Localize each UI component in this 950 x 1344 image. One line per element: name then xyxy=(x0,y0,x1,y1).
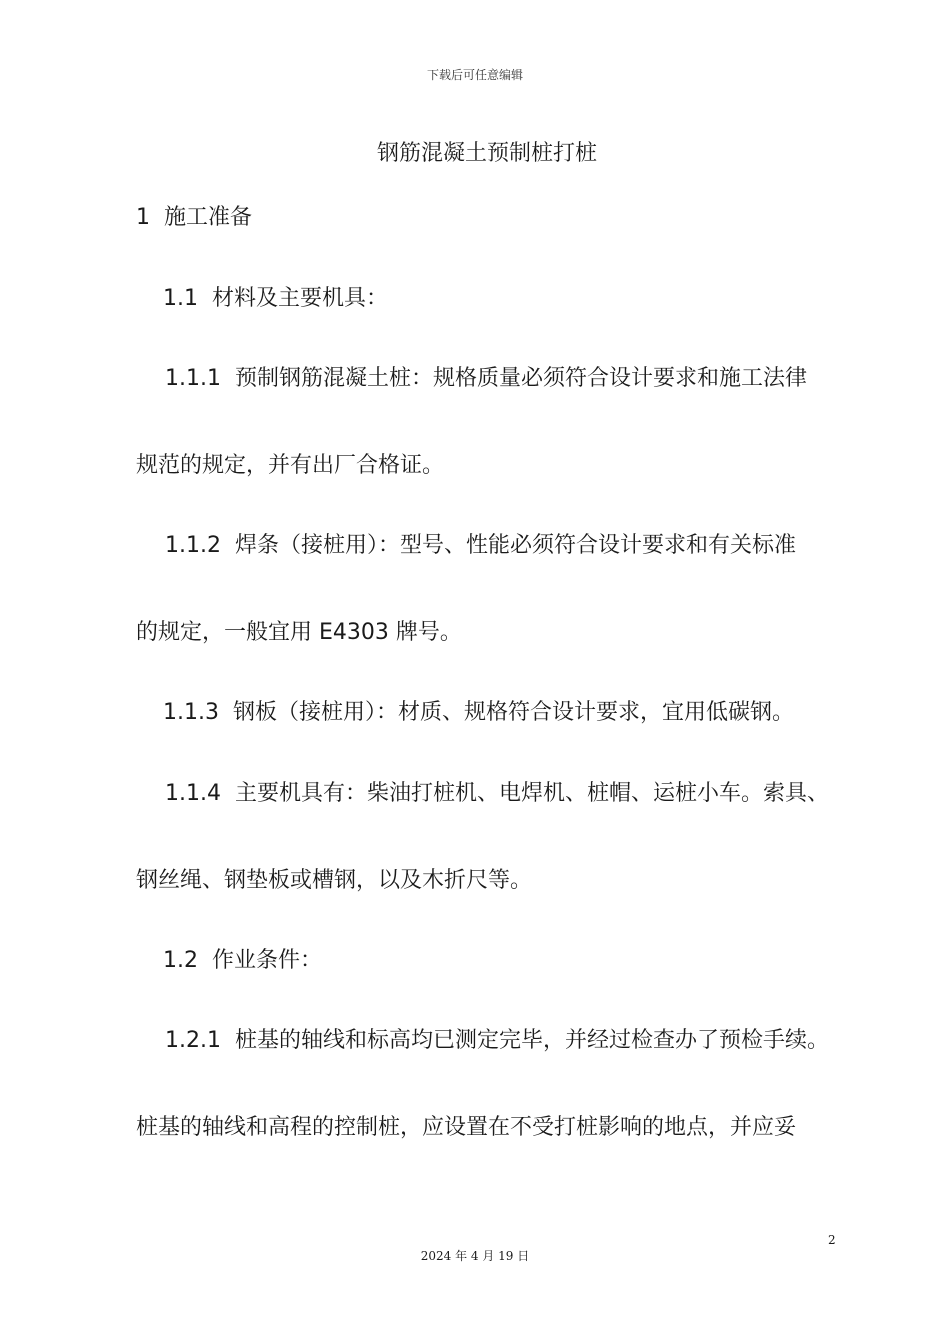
paragraph-1-2-1-line-2: 桩基的轴线和高程的控制桩，应设置在不受打桩影响的地点，并应妥 xyxy=(136,1115,797,1140)
section-number: 1.2 xyxy=(163,948,198,973)
section-heading-1-1 xyxy=(163,284,388,314)
paragraph-text: 桩基的轴线和标高均已测定完毕，并经过检查办了预检手续。 xyxy=(234,1028,829,1053)
paragraph-text: 主要机具有：柴油打桩机、电焊机、桩帽、运桩小车。索具、 xyxy=(234,781,829,806)
section-number: 1.1 xyxy=(163,286,198,311)
document-title: 钢筋混凝土预制桩打桩 xyxy=(376,141,597,166)
paragraph-text: 钢板（接桩用）：材质、规格符合设计要求，宜用低碳钢。 xyxy=(232,700,794,725)
paragraph-1-1-1-line-1 xyxy=(165,364,807,394)
item-number: 1.1.3 xyxy=(163,700,219,725)
paragraph-1-2-1-line-1 xyxy=(165,1026,829,1056)
paragraph-text: 焊条（接桩用）：型号、性能必须符合设计要求和有关标准 xyxy=(234,533,796,558)
section-heading-1 xyxy=(136,203,252,233)
paragraph-text: 预制钢筋混凝土桩：规格质量必须符合设计要求和施工法律 xyxy=(234,366,807,391)
paragraph-1-1-2-line-2: 的规定，一般宜用 E4303 牌号。 xyxy=(136,620,462,645)
item-number: 1.1.4 xyxy=(165,781,221,806)
page-header: 下载后可任意编辑 xyxy=(426,68,523,82)
paragraph-1-1-3-line-1 xyxy=(163,698,794,728)
paragraph-1-1-2-line-1 xyxy=(165,531,796,561)
item-number: 1.2.1 xyxy=(165,1028,221,1053)
paragraph-1-1-4-line-1 xyxy=(165,779,829,809)
page-footer-date: 2024 年 4 月 19 日 xyxy=(420,1249,530,1263)
section-heading-text: 施工准备 xyxy=(164,205,253,230)
section-heading-text: 作业条件： xyxy=(212,948,323,973)
item-number: 1.1.1 xyxy=(165,366,221,391)
page-number: 2 xyxy=(828,1233,836,1247)
section-heading-1-2 xyxy=(163,946,322,976)
paragraph-1-1-1-line-2: 规范的规定，并有出厂合格证。 xyxy=(136,453,445,478)
section-heading-text: 材料及主要机具： xyxy=(212,286,389,311)
section-number: 1 xyxy=(136,205,150,230)
paragraph-1-1-4-line-2: 钢丝绳、钢垫板或槽钢，以及木折尺等。 xyxy=(136,868,533,893)
item-number: 1.1.2 xyxy=(165,533,221,558)
